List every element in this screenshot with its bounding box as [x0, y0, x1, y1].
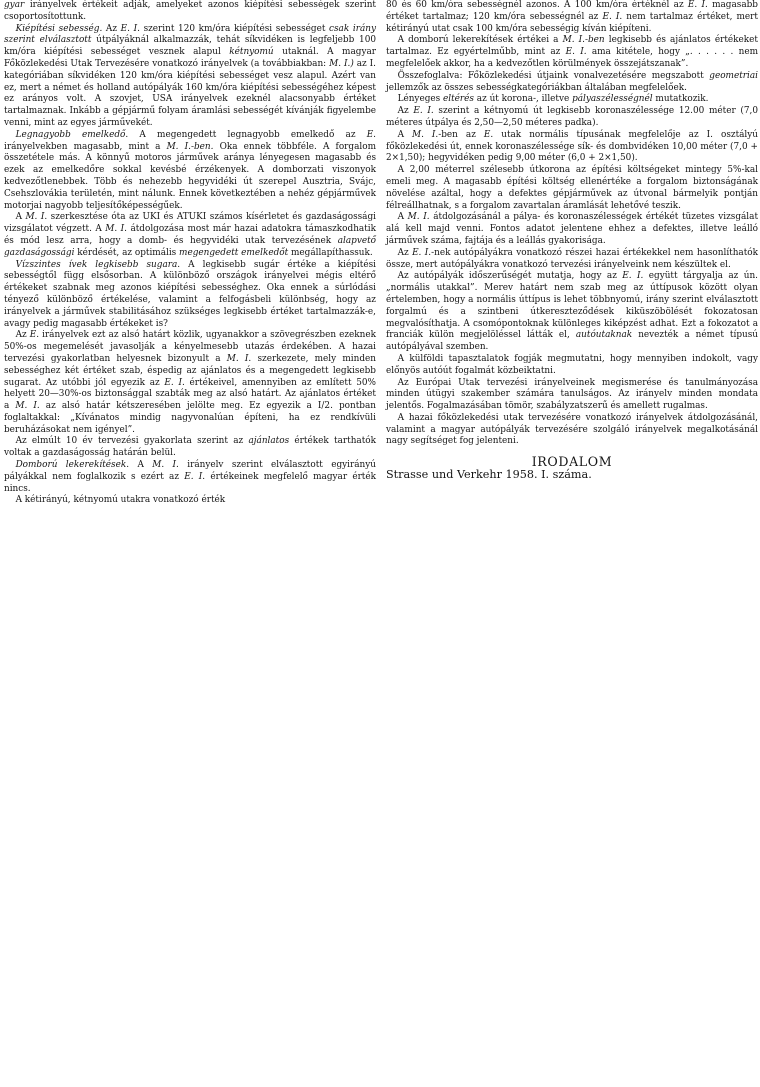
paragraph: [4, 130, 376, 213]
text-run: Az Európai Utak tervezési irányelveinek megismerése és tanulmányozása minden útügyi szakember számára tanulságos. Az irányelv minden mondata jelentős. Fogalmazásában tömör, szabályzatszerű és amellett rugalmas.: [386, 377, 758, 412]
text-run: átdolgozásánál a pálya- és koronaszélességek értékét tüzetes vizsgálat alá kell majd venni. Fontos adatot jelentene ehhez a defektes, illetve leálló járművek száma, fajtája és a leállás gyakorisága.: [386, 212, 759, 246]
text-run: Az elmúlt 10 év tervezési gyakorlata szerint az: [15, 436, 249, 447]
italic-text: E. I.: [164, 377, 185, 388]
italic-text: autóutaknak: [575, 330, 633, 341]
text-run: Az: [15, 330, 30, 341]
text-run: értékek tarthatók voltak a gazdaságosság határán belül.: [4, 436, 376, 459]
italic-text: E.: [483, 129, 494, 140]
italic-text: M. I.: [226, 353, 252, 364]
text-run: együtt tárgyalja az ún. „normális utakkal”. Merev határt nem szab meg az úttípusok között olyan értelemben, hogy a normális úttípus is lehet többnyomú, irány szerint elválasztott forgalmú és a szintbeni útkereszteződések kiküszöbölését fokozatosan megvalósíthatja. A csomópontoknak különleges kiképzést adhat. Ezt a fokozatot a franciák külön megjelöléssel látták el,: [386, 271, 758, 341]
italic-text: E. I.: [602, 11, 623, 22]
paragraph: [386, 0, 758, 35]
text-run: nem tartalmaz értéket, mert kétirányú utat csak 100 km/óra sebességig kíván kiépíteni.: [386, 11, 758, 34]
text-run: A 2,00 méterrel szélesebb útkorona az építési költségeket mintegy 5%-kal emeli meg. A magasabb építési költség ellenértéke a forgalom biztonságának növelése azáltal, hogy a defektes gépjárművek az útvonal bármelyik pontján félreállhatnak, s a forgalom zavartalan áramlását lehetővé teszik.: [386, 165, 758, 211]
paragraph: [386, 413, 758, 448]
text-run: ama kitétele, hogy „. . . . . . nem megfelelőek akkor, ha a kedvezőtlen körülmények összejátszanak”.: [386, 47, 758, 69]
paragraph: [4, 24, 376, 130]
text-run: Az: [397, 247, 413, 258]
text-run: értékeivel, amennyiben az említett 50% helyett 20—30%-os biztonsággal szabták meg az alsó határt. Az ajánlatos értéket a: [4, 377, 376, 412]
text-run: irányelvekben magasabb, mint a: [4, 141, 167, 152]
italic-text: alapvető gazdaságossági: [4, 235, 376, 258]
italic-text: E.: [366, 129, 376, 140]
text-run: mutatkozik.: [652, 94, 709, 105]
text-run: A megengedett legnagyobb emelkedő az: [128, 129, 367, 140]
paragraph: [386, 106, 758, 130]
paragraph: [386, 354, 758, 378]
italic-text: megengedett emelkedőt: [179, 247, 289, 258]
text-run: 80 és 60 km/óra sebességnél azonos. A 100 km/óra értéknél az: [386, 0, 688, 10]
italic-text: csak irány szerint elválasztott: [4, 23, 376, 46]
text-run: az út korona-, illetve: [473, 94, 573, 105]
paragraph: [386, 248, 758, 272]
italic-text: E. I.: [622, 271, 644, 282]
italic-text: M. I.: [105, 224, 127, 235]
text-run: értékeinek megfelelő magyar érték nincs.: [4, 471, 377, 494]
paragraph: [4, 0, 376, 24]
text-run: A legkisebb sugár értéke a kiépítési sebességtől függ elsősorban. A különböző országok irányelvei mégis eltérő értékeket szabnak meg azonos kiépítési sebességhez. Oka ennek a súrlódási tényező különböző értékelése, valamint a felfogásbeli különbség, hogy az irányelvek a járművek stabilitásához szükséges legkisebb értéket tartalmazzák-e, avagy pedig magasabb értékeket is?: [4, 259, 376, 329]
italic-text: E. I.: [412, 247, 432, 258]
paragraph: [386, 130, 758, 165]
text-run: Lényeges: [397, 94, 443, 105]
text-run: az alsó határ kétszeresében jelölte meg. Ez egyezik a I/2. pontban foglaltakkal: „Kívánatos mindig nagyvonalúan építeni, ha ez rendkívüli beruházásokat nem igényel”.: [4, 401, 376, 435]
text-run: utaknál. A magyar Főközlekedési Utak Tervezésére vonatkozó irányelvek (a továbbiakban:: [4, 47, 376, 69]
text-run: szerkesztése óta az UKI és ATUKI számos kísérletet és gazdaságossági vizsgálatot végzett. A: [4, 212, 376, 235]
paragraph: [4, 212, 376, 259]
italic-text: E. I.: [184, 471, 206, 482]
italic-text: M. I.-ben: [562, 35, 605, 46]
text-run: -ben az: [438, 129, 484, 140]
text-run: megállapíthassuk.: [288, 247, 373, 258]
italic-text: Kiépítési sebesség.: [15, 23, 103, 34]
text-run: az I. kategóriában síkvidéken 120 km/óra kiépítési sebességet vesz alapul. Azért van ez, mert a német és holland autópályák 160 km/óra kiépítési sebességéhez képest ez arányos volt. A szovjet, USA irányelvek ezeknél alacsonyabb értéket tartalmaznak. Inkább a gépjármű folyam áramlási sebességét kívánják figyelembe venni, mint az egyes járművekét.: [4, 58, 376, 128]
italic-text: M. I.): [329, 58, 354, 69]
italic-text: Legnagyobb emelkedő.: [15, 129, 129, 140]
text-run: A hazai főközlekedési utak tervezésére vonatkozó irányelvek átdolgozásánál, valamint a magyar autópályák tervezésére szolgáló irányelvek megalkotásánál nagy segítséget fog jelenteni.: [386, 412, 758, 447]
italic-text: eltérés: [443, 94, 474, 105]
italic-text: M. I.-ben.: [166, 141, 214, 152]
text-run: átdolgozása most már hazai adatokra támaszkodhatik és mód lesz arra, hogy a domb- és hegyvidéki utak tervezésének: [4, 224, 376, 246]
text-run: legkisebb és ajánlatos értékeket tartalmaz. Ez egyértelműbb, mint az: [386, 35, 758, 58]
text-run: A kétirányú, kétnyomú utakra vonatkozó érték: [15, 495, 226, 506]
text-run: magasabb értéket tartalmaz; 120 km/óra sebességnél az: [386, 0, 758, 22]
italic-text: pályaszélességnél: [572, 94, 653, 105]
text-run: A: [129, 460, 153, 471]
text-run: jellemzők az összes sebességkategóriákban általában megfelelőek.: [386, 82, 687, 93]
italic-text: E. I.: [413, 106, 434, 117]
paragraph: [386, 378, 758, 413]
paragraph: [4, 260, 376, 331]
text-run: A: [397, 129, 412, 140]
text-run: A: [15, 212, 26, 223]
text-run: nevezték a német típusú autópályával szemben.: [386, 330, 758, 353]
italic-text: M. I.: [407, 212, 430, 223]
text-run: Összefoglalva: Főközlekedési útjaink vonalvezetésére megszabott: [397, 70, 710, 81]
text-run: Az: [397, 106, 414, 117]
italic-text: ajánlatos: [248, 436, 290, 447]
text-run: utak normális típusának megfelelője az I. osztályú főközlekedési út, ennek koronaszélessége sík- és dombvidéken 10,00 méter (7,0 + 2×1,50); hegyvidéken pedig 9,00 méter (6,0 + 2×1,50).: [386, 129, 758, 164]
text-run: A külföldi tapasztalatok fogják megmutatni, hogy mennyiben indokolt, vagy előnyös autóút fogalmát közbeiktatni.: [386, 353, 758, 376]
italic-text: E. I.: [687, 0, 708, 10]
right-column-body: [386, 0, 758, 448]
italic-text: E. I.: [120, 23, 140, 34]
text-run: irányelv szerint elválasztott egyirányú pályákkal nem foglalkozik s ezért az: [4, 460, 376, 482]
italic-text: gyar: [4, 0, 25, 10]
text-run: irányelvek értékeit adják, amelyeket azonos kiépítési sebességek szerint csoportosítottunk.: [4, 0, 376, 22]
text-run: Az: [102, 23, 121, 34]
italic-text: E. I.: [565, 47, 587, 58]
paragraph: [4, 436, 376, 460]
italic-text: M. I.: [25, 212, 48, 223]
paragraph: [386, 94, 758, 106]
text-run: Oka ennek többféle. A forgalom összetétele más. A könnyű motoros járművek aránya lényegesen magasabb és ezek az emelkedőre sokkal kevésbé érzékenyek. A domborzati viszonyok kedvezőtlenebbek. Több és nehezebb hegyvidéki út szerepel Ausztria, Svájc, Csehszlovákia területén, mint nálunk. Ennek következtében a nehéz gépjárművek motorjai nagyobb teljesítőképességűek.: [4, 141, 376, 211]
italic-text: kétnyomú: [229, 47, 274, 58]
paragraph: [4, 330, 376, 436]
text-run: irányelvek ezt az alsó határt közlik, ugyanakkor a szövegrészben ezeknek 50%-os megemelését javasolják a kényelmesebb utazás érdekében. A hazai tervezési gyakorlatban helyesnek bizonyult a: [4, 330, 377, 364]
text-run: szerkezete, mely minden sebességhez két értéket szab, éspedig az ajánlatos és a megengedett legkisebb sugarat. Az utóbbi jól egyezik az: [4, 353, 376, 388]
paragraph: [386, 271, 758, 354]
italic-text: M. I.: [412, 129, 439, 140]
paragraph: [386, 35, 758, 70]
left-column: [4, 0, 376, 1087]
references-heading: IRODALOM: [531, 454, 613, 470]
paragraph: [386, 165, 758, 212]
text-run: -nek autópályákra vonatkozó részei hazai értékekkel nem hasonlíthatók össze, mert autópályákra vonatkozó tervezési irányelveink nem készültek el.: [386, 247, 759, 270]
paragraph: [386, 212, 758, 247]
text-run: Az autópályák időszerűségét mutatja, hogy az: [397, 271, 623, 282]
paragraph: [4, 460, 376, 495]
text-run: útpályáknál alkalmazzák, tehát síkvidéken is legfeljebb 100 km/óra kiépítési sebességet vesznek alapul: [4, 35, 376, 58]
italic-text: M. I.: [15, 401, 40, 412]
text-run: szerint a kétnyomú út legkisebb koronaszélessége 12.00 méter (7,0 méteres útpálya és 2,50—2,50 méteres padka).: [386, 106, 759, 128]
italic-text: Vízszintes ívek legkisebb sugara.: [15, 259, 181, 270]
paragraph: [386, 71, 758, 95]
text-run: szerint 120 km/óra kiépítési sebességet: [139, 23, 330, 34]
text-run: A domború lekerekítések értékei a: [397, 35, 563, 46]
text-run: A: [397, 212, 408, 223]
italic-text: M. I.: [152, 460, 179, 471]
text-run: kérdését, az optimális: [74, 247, 180, 258]
reference-item: Strasse und Verkehr 1958. I. száma.: [386, 468, 592, 482]
paragraph: [4, 495, 376, 507]
italic-text: E.: [29, 330, 40, 341]
right-column: [386, 0, 758, 1087]
italic-text: geometriai: [709, 70, 758, 81]
italic-text: Domború lekerekítések.: [15, 460, 130, 471]
